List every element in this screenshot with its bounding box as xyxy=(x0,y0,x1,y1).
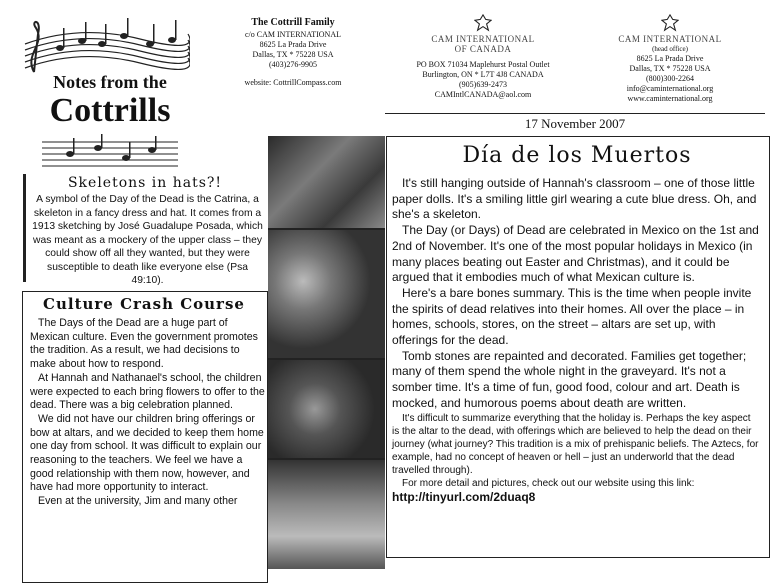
cam-canada-line: Burlington, ON * L7T 4J8 CANADA xyxy=(422,70,544,79)
dia-heading: Día de los Muertos xyxy=(462,143,692,168)
dia-paragraph: The Day (or Days) of Dead are celebrated in Mexico on the 1st and 2nd of November. It's one of the most popular holidays in Mexico (in many places beating out Easter and Christmas), and it could be argued that it embodies much of what Mexican culture is. xyxy=(392,223,759,285)
cam-logo-icon xyxy=(474,14,492,32)
cam-intl-org: CAM INTERNATIONAL xyxy=(618,34,722,44)
cam-intl-phone: (800)300-2264 xyxy=(646,74,694,83)
dia-paragraph: For more detail and pictures, check out our website using this link: xyxy=(402,477,695,489)
cam-intl-line: Dallas, TX * 75228 USA xyxy=(629,64,711,73)
cam-intl-sub: (head office) xyxy=(652,45,688,53)
masthead-title: Cottrills xyxy=(49,92,171,129)
music-staff-bottom-decoration xyxy=(40,134,180,168)
cam-canada-email: CAMIntlCANADA@aol.com xyxy=(434,90,532,99)
music-staff-decoration xyxy=(20,14,190,74)
family-website: website: CottrillCompass.com xyxy=(244,78,342,87)
dia-paragraph: It's still hanging outside of Hannah's classroom – one of those little paper dolls. It's a smiling little girl wearing a cute blue dress. Oh, and she's a skeleton. xyxy=(392,176,757,222)
photo-child-mask xyxy=(268,360,385,458)
family-name: The Cottrill Family xyxy=(251,17,335,28)
cam-intl-website: www.caminternational.org xyxy=(627,94,713,103)
cam-canada-org2: OF CANADA xyxy=(454,44,512,54)
photo-children xyxy=(268,136,385,228)
cam-canada-line: PO BOX 71034 Maplehurst Postal Outlet xyxy=(416,60,550,69)
skeletons-heading: Skeletons in hats?! xyxy=(67,175,223,191)
dia-paragraph: Tomb stones are repainted and decorated. Families get together; many of them spend the whole night in the graveyard. It's not a somber time. It's a time of fun, good food, colour and art. Death is mocked, and humorous poems about death are written. xyxy=(392,348,747,410)
family-address-line: 8625 La Prada Drive xyxy=(259,40,327,49)
family-address-line: c/o CAM INTERNATIONAL xyxy=(245,30,341,39)
cam-intl-address-block xyxy=(590,14,750,104)
culture-paragraph: We did not have our children bring offerings or bow at altars, and we decided to keep them home one day from school. It was difficult to explain our reasoning to the teachers. We feel we have a good relationship with them now, however, and have had more opportunity to interact. xyxy=(30,412,264,494)
family-phone: (403)276-9905 xyxy=(269,60,317,69)
skeletons-side-bar xyxy=(23,174,26,282)
website-link[interactable]: http://tinyurl.com/2duaq8 xyxy=(392,489,536,504)
issue-date: 17 November 2007 xyxy=(524,116,626,131)
culture-heading: Culture Crash Course xyxy=(43,295,245,313)
photo-mother-baby xyxy=(268,230,385,358)
cam-intl-email: info@caminternational.org xyxy=(626,84,714,93)
dia-paragraph: It's difficult to summarize everything that the holiday is. Perhaps the key aspect is the altar to the dead, with offerings which are believed to help the dead on their journey (what journey? This tradition is a mix of prehispanic beliefs. The Aztecs, for example, had no concept of heaven or hell – just an underworld that the dead travelled through). xyxy=(392,412,759,476)
cam-logo-icon xyxy=(661,14,679,32)
cam-canada-address-block xyxy=(398,14,568,100)
culture-body xyxy=(30,317,265,509)
photo-three-women xyxy=(268,460,385,569)
cam-canada-org: CAM INTERNATIONAL xyxy=(431,34,535,44)
masthead-subtitle: Notes from the xyxy=(53,72,167,92)
skeletons-body: A symbol of the Day of the Dead is the Catrina, a skeleton in a fancy dress and hat. It comes from a 1913 sketching by José Guadalupe Posada, which was meant as a mockery of the upper class – they could show off all they wanted, but they were susceptible to death like everyone else (Psa 49:10). xyxy=(32,194,263,286)
dia-paragraph: Here's a bare bones summary. This is the time when people invite the spirits of dead relatives into their homes. All over the place – in homes, schools, stores, on the street – altars are set up, with offerings for the dead. xyxy=(392,285,752,348)
family-address-block xyxy=(228,18,358,88)
date-divider xyxy=(385,113,765,114)
culture-paragraph: The Days of the Dead are a huge part of Mexican culture. Even the government promotes the tradition. As a result, we had decisions to make about how to respond. xyxy=(30,317,258,371)
family-address-line: Dallas, TX * 75228 USA xyxy=(252,50,334,59)
dia-body xyxy=(392,176,760,505)
photo-strip xyxy=(268,136,385,569)
cam-canada-phone: (905)639-2473 xyxy=(459,80,507,89)
culture-paragraph: Even at the university, Jim and many other xyxy=(38,495,238,508)
cam-intl-line: 8625 La Prada Drive xyxy=(636,54,704,63)
culture-paragraph: At Hannah and Nathanael's school, the children were expected to each bring flowers to offer to the dead. There was a big celebration planned. xyxy=(30,371,265,412)
